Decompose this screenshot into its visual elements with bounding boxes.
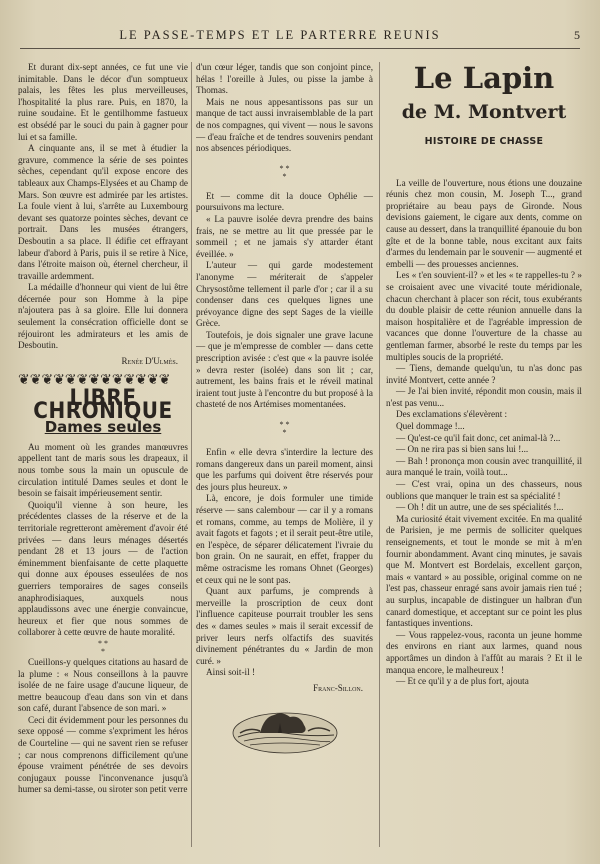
article-paragraph: — Je l'ai bien invité, répondit mon cousin, mais il n'est pas venu... (386, 386, 582, 408)
page-header (20, 28, 580, 49)
article-paragraph: Ma curiosité était vivement excitée. En ma qualité de Parisien, je me permis de solliciter quelques renseignements, et tout le monde se mit à m'en fournir abondamment. Avant cinq minutes, je savais que M. Montvert est Bordelais, excellent garçon, mais « vantard » au possible, original comme on ne l'est pas, chasseur enragé sans avoir jamais rien tué ; au surplus, incapable de distinguer un halbran d'un canard domestique, et acceptant sur ce point les plus fantastiques inventions. (386, 513, 582, 629)
article-paragraph: Quel dommage !... (396, 421, 465, 432)
article-paragraph: — Bah ! prononça mon cousin avec tranquillité, il aura manqué le train, voilà tout... (386, 455, 582, 478)
story-genre: HISTOIRE DE CHASSE (424, 136, 544, 147)
story-subtitle: de M. Montvert (401, 101, 567, 123)
article-paragraph: Les « t'en souvient-il? » et les « te rappelles-tu ? » se croisaient avec une vivacité toute méridionale, chacun cherchant à placer son récit, tous exubérants du double plaisir de cette réunion annuelle dans la maison hospitalière et de l'agréable impression de vacances que donne l'ouverture de la chasse au gentleman farmer, absorbé le reste du temps par les multiples soucis de la propriété. (386, 270, 582, 362)
article-paragraph: La veille de l'ouverture, nous étions une douzaine réunis chez mon cousin, M. Joseph T..., grand propriétaire au beau pays de Gironde. Nous devisions gaiement, le cigare aux dents, comme on cause au dessert, dans la tranquillité épanouie du bon gîte et de la bonne table, nous excitant aux faits d'armes du lendemain par le souvenir — augmenté et embelli — des prouesses anciennes. (386, 177, 582, 269)
article-paragraph: Enfin « elle devra s'interdire la lecture des romans dangereux dans un pareil moment, ainsi que les parfums qui doivent être réservés pour des jours plus heureux. » (196, 447, 373, 492)
article-paragraph: « La pauvre isolée devra prendre des bains frais, ne se mettre au lit que pressée par le sommeil ; et ne jamais s'y attarder étant éveillée. » (196, 213, 373, 259)
asterism-divider: * * * (98, 638, 108, 656)
article-paragraph: Au moment où les grandes manœuvres appellent tant de maris sous les drapeaux, il nous tombe sous la main un opuscule de circulation intitulé Dames seules et dont le besoin se faisait impérieusement sentir. (18, 441, 188, 499)
ornamental-divider: ❦❦❦❦❦❦❦❦❦❦❦❦❦ (18, 373, 171, 389)
article-paragraph: Là, encore, je dois formuler une timide réserve — sans calembour — car il y a romans et romans, comme, au temps de Molière, il y avait fagots et fagots ; et il serait peut-être utile, en l'espèce, de séparer délicatement l'ivraie du bon grain. On ne saurait, en effet, frapper du même ostracisme les romans Ohnet (Georges) et ceux qui ne le sont pas. (196, 493, 373, 585)
article-paragraph: Cueillons-y quelques citations au hasard de la plume : « Nous conseillons à la pauvre isolée de ne faire usage d'aucune liqueur, de mettre beaucoup d'eau dans son vin et dans son café, durant l'absence de son mari. » (18, 656, 188, 714)
column-1 (18, 62, 188, 852)
page-number: 5 (574, 28, 580, 42)
article-paragraph: Et durant dix-sept années, ce fut une vie inimitable. Dans le décor d'un somptueux palais, les fêtes les plus merveilleuses, l'hospitalité la plus rare. Puis, en 1870, la ruine soudaine. Et le gentilhomme fastueux est obsédé par le souci du pain à gagner pour lui et sa famille. (18, 62, 188, 142)
asterism-divider: * * * (279, 420, 290, 438)
article-paragraph: — Et ce qu'il y a de plus fort, ajouta (396, 676, 529, 687)
column-rule (379, 62, 380, 847)
article-paragraph: — Oh ! dit un autre, une de ses spécialités !... (396, 502, 564, 513)
article-paragraph: Quoiqu'il vienne à son heure, les précédentes classes de la réserve et de la territoriale regretteront amèrement d'avoir été privées — dans leurs ménages désertés pendant 28 et 13 jours — de l'action éminemment bienfaisante de cette plaquette qui donne aux épouses esseulées de nos guerriers temporaires de sages conseils anaphrodisiaques, auxquels nous applaudissons avec une énergie convaincue, heureux et fier que nous sommes de collaborer à cette œuvre de haute moralité. (18, 499, 188, 638)
article-paragraph: — On ne rira pas si bien sans lui !... (396, 444, 529, 455)
article-paragraph: — Tiens, demande quelqu'un, tu n'as donc pas invité Montvert, cette année ? (386, 363, 582, 385)
article-paragraph: L'auteur — qui garde modestement l'anonyme — mériterait de s'appeler Chrysostôme tellement il parle d'or ; car il a su condenser dans ces quelques lignes une prévoyance digne des sept Sages de la vieille Grèce. (196, 260, 373, 329)
column-2 (196, 62, 373, 852)
article-subtitle: Dames seules (44, 418, 162, 437)
asterism-divider: * * * (279, 163, 290, 181)
author-signature: Franc-Sillon. (313, 682, 363, 693)
article-paragraph: Des exclamations s'élevèrent : (396, 409, 508, 420)
section-title: LIBRE CHRONIQUE (33, 384, 173, 424)
article-paragraph: Ainsi soit-il ! (206, 667, 256, 678)
article-paragraph: Mais ne nous appesantissons pas sur un manque de tact aussi invraisemblable de la part de nos compagnes, qui vivent — nous le savons — d'eau fraîche et de tendres souvenirs pendant nos absences périodiques. (196, 96, 373, 154)
article-paragraph: — C'est vrai, opina un des chasseurs, nous oublions que manquer le train est sa spécialité ! (386, 479, 582, 501)
article-paragraph: A cinquante ans, il se met à étudier la gravure, commence la série de ses pointes sèches, cependant qu'il expose encore des tableaux aux Champs-Elysées et au Champ de Mars. Son œuvre est admirée par les artistes. La foule vient à lui, s'arrête au Luxembourg devant ses quatorze pointes sèches, devant ce portrait. Dans les musées étrangers, Desboutin a sa place. Il édifie cet effrayant labeur d'abord à Paris, puis il se retire à Nice, dans l'étroite maison où, éternel chercheur, il travaille ardemment. (18, 143, 188, 281)
journal-title: LE PASSE-TEMPS ET LE PARTERRE REUNIS (119, 28, 441, 42)
article-paragraph: La médaille d'honneur qui vient de lui être décernée pour son Homme à la pipe n'ajoutera pas à sa gloire. Elle lui donnera seulement la consécration officielle dont se réjouiront les admirateurs et les amis de Desboutin. (18, 282, 188, 351)
article-paragraph: Toutefois, je dois signaler une grave lacune — que je m'empresse de combler — dans cette prescription avisée : c'est que « la pauvre isolée » devra rester (isolée) dans son lit ; car, autrement, les bains frais et le réveil matinal iraient tout juste à l'encontre du but proposé à la chasteté de nos Artémises momentanées. (196, 329, 373, 410)
article-paragraph: Ceci dit évidemment pour les personnes du sexe opposé — comme s'expriment les héros de Courteline — qui ne savent rien se refuser ; car nous comprenons difficilement qu'une épouse vraiment pénétrée de ses devoirs conjugaux pousse l'inconvenance jusqu'à humer sa demi-tasse, ou siroter son petit verre (18, 714, 188, 795)
article-paragraph: Quant aux parfums, je comprends à merveille la proscription de ceux dont l'influence capiteuse pourrait troubler les sens des « dames seules » mais il serait excessif de priver leurs nerfs olfactifs des suavités divinement pénétrantes du « Jardin de mon curé. » (196, 586, 373, 666)
article-paragraph: Et — comme dit la douce Ophélie — poursuivons ma lecture. (196, 190, 373, 213)
article-paragraph: — Qu'est-ce qu'il fait donc, cet animal-là ?... (396, 432, 561, 443)
column-rule (191, 62, 192, 847)
column-3 (386, 62, 582, 852)
author-signature: Renée D'Ulmès. (121, 355, 178, 366)
article-paragraph: d'un cœur léger, tandis que son conjoint pince, hélas ! l'oreille à Jules, ou pisse la jambe à Thomas. (196, 62, 373, 96)
article-paragraph: — Vous rappelez-vous, raconta un jeune homme des environs en riant aux larmes, quand nous apportâmes un dindon à l'affût au marais ? Et il le manqua encore, le malheureux ! (386, 629, 582, 675)
story-title: Le Lapin (413, 62, 555, 95)
landscape-vignette-icon (230, 703, 340, 755)
